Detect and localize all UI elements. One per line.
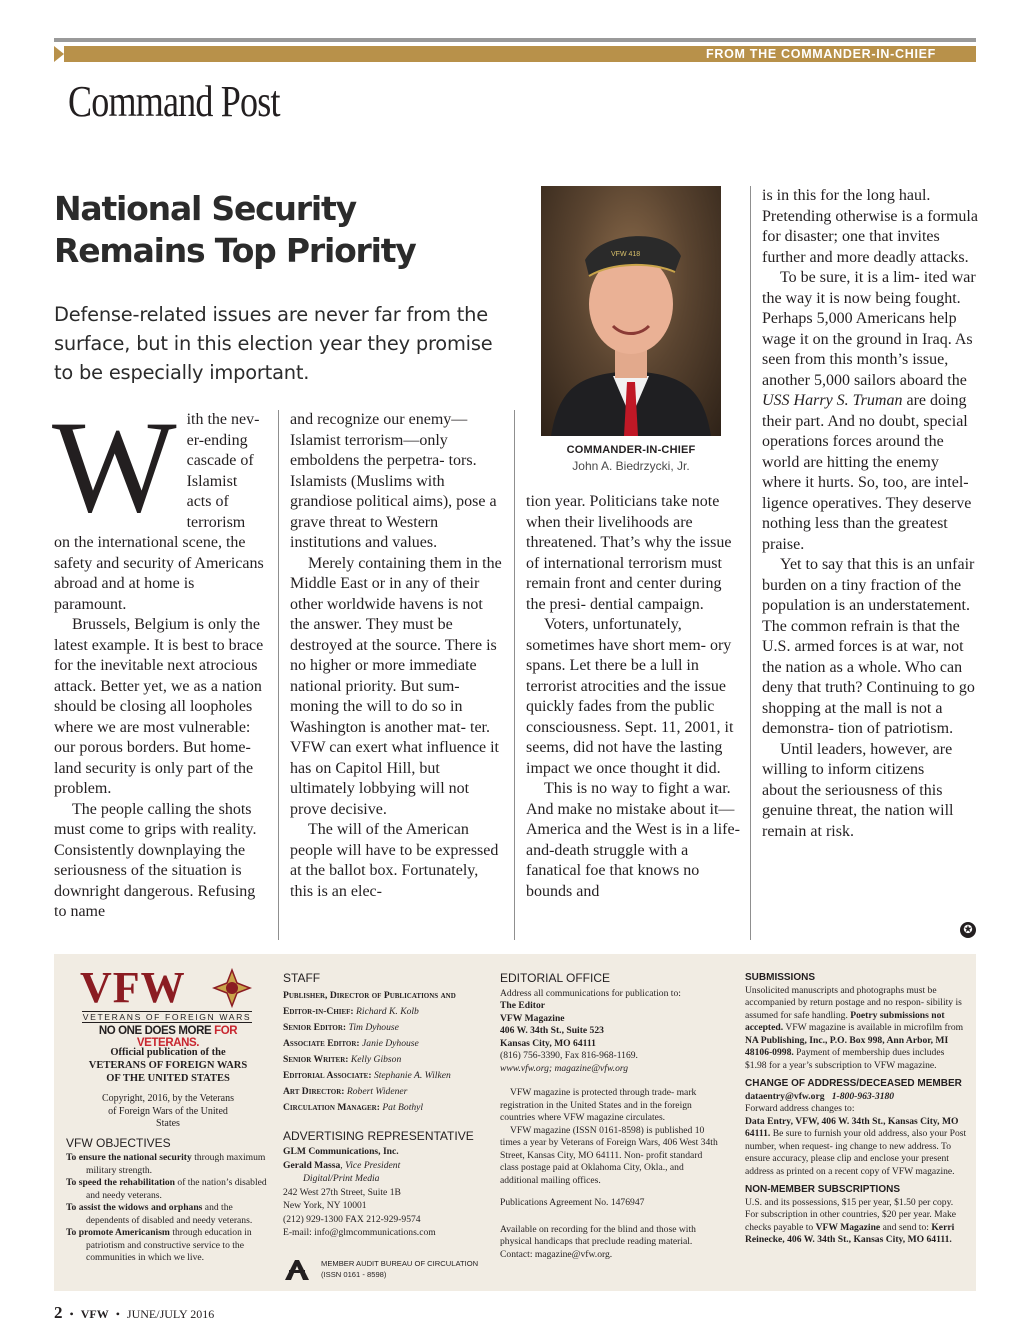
column-3-paragraph-3: This is no way to fight a war. And make no mistake about it—America and the West is in a life-and-death struggle with a fanatical foe that knows no bounds and [526,780,740,900]
article-column-1 [52,393,268,923]
staff-name: Richard K. Kolb [356,1005,419,1017]
column-1-paragraph-1: on the international scene, the safety and security of Americans abroad and at home is paramount. [54,534,264,613]
objective-item [66,1227,270,1265]
article-headline [54,188,494,272]
column-1-lead: ith the nev- er-ending cascade of Islamist acts of terrorism [186,411,260,531]
adv-phone: (212) 929-1300 FAX 212-929-9574 [283,1213,421,1225]
column-4-paragraph-2 [762,268,978,555]
staff-role: Publisher, Director of Publications and Editor-in-Chief: [283,989,456,1017]
page-folio [54,1303,214,1323]
column-4-paragraph-2-b: are doing their part. And no doubt, special operations forces around the world are hitting the enemy where it hurts. So, too, are intel- ligence operatives. They deserve nothing less than the greatest praise. [762,392,972,553]
audit-bureau [283,1258,483,1280]
staff-role: Editorial Associate: [283,1069,372,1081]
cap-patch-text: VFW 418 [611,251,641,258]
non-member-body: U.S. and its possessions, $15 per year, $1.50 per copy. For subscription in other countries, $20 per year. Make checks payable to [745,1196,957,1233]
non-member-address: Kerri Reinecke, 406 W. 34th St., Kansas City, MO 64111. [745,1221,955,1245]
adv-dept: Digital/Print Media [303,1173,380,1184]
page-number: 2 [54,1303,63,1322]
staff-name: Kelly Gibson [350,1053,402,1065]
adv-name: Gerald Massa [283,1159,341,1171]
non-member-send: and send to: [880,1221,932,1233]
non-member-payee: VFW Magazine [815,1221,881,1233]
headline-line-2: Remains Top Priority [54,231,416,270]
audit-bureau-logo-icon [283,1258,311,1282]
masthead-column-2 [283,971,483,1279]
column-rule-2 [514,410,515,940]
staff-role: Art Director: [283,1085,345,1097]
column-rule-3 [750,186,751,940]
adv-address-2: New York, NY 10001 [283,1200,367,1211]
column-4-paragraph-4: Until leaders, however, are willing to inform citizens about the seriousness of this genuine threat, the nation will remain at risk. [762,740,954,840]
header-top-rule [54,38,976,42]
staff-name: Stephanie A. Wilken [373,1069,451,1081]
objective-1-bold: To ensure the national security [66,1152,192,1163]
folio-issue: JUNE/JULY 2016 [126,1307,215,1321]
photo-caption-name: John A. Biedrzycki, Jr. [572,459,690,473]
staff-name: Robert Widener [346,1085,408,1097]
change-of-address-heading: CHANGE OF ADDRESS/DECEASED MEMBER [745,1078,962,1089]
column-3-paragraph-2: Voters, unfortunately, sometimes have short mem- ory spans. Let there be a lull in terrorist atrocities and the issue quickly fades from the public consciousness. Sept. 11, 2001, it seems, did not have the lasting impact we once thought it did. [526,616,734,777]
advertising-block [283,1145,483,1240]
vfw-cross-emblem-icon [212,968,252,1008]
staff-row [283,1084,483,1100]
editorial-address-4: Kansas City, MO 64111 [500,1037,596,1049]
change-contact [745,1091,967,1104]
staff-row [283,1052,483,1068]
masthead-column-3 [500,972,718,1261]
non-member-text [745,1197,967,1247]
staff-row [283,1068,483,1084]
non-member-heading: NON-MEMBER SUBSCRIPTIONS [745,1184,901,1195]
publications-agreement: Publications Agreement No. 1476947 [500,1197,645,1208]
column-4-paragraph-2-a: To be sure, it is a lim- ited war the way it is now being fought. Perhaps 5,000 Americans help wage it on the ground in Iraq. As seen from this month’s issue, another 5,000 sailors aboard the [762,269,976,389]
change-body: Be sure to furnish your old address, also your Post number, when request- ing change to new address. To ensure accuracy, please clip and enclose your present address as printed on a recent copy of VFW magazine. [745,1128,967,1177]
staff-row [283,1036,483,1052]
objective-item [66,1152,270,1177]
trademark-notice: VFW magazine is protected through trade- mark registration in the United States and in the foreign countries where VFW magazine circulates. [500,1087,697,1123]
editorial-web: www.vfw.org; magazine@vfw.org [500,1062,629,1074]
recording-notice: Available on recording for the blind and those with physical handicaps that preclude reading material. Contact: magazine@vfw.org. [500,1223,696,1260]
article-column-3 [526,492,740,902]
editorial-intro: Address all communications for publication to: [500,987,681,999]
article-column-4 [762,186,978,842]
objectives-list [66,1152,270,1265]
column-2-paragraph-1: and recognize our enemy—Islamist terrorism—only emboldens the perpetra- tors. Islamists (Muslims with grandiose political aims), pose a grave threat to Western institutions and values. [290,411,497,551]
submissions-text [745,985,967,1073]
folio-separator: • [115,1307,120,1321]
official-publication: Official publication of the VETERANS OF FOREIGN WARS OF THE UNITED STATES [88,1047,248,1084]
objective-4-bold: To promote Americanism [66,1227,170,1238]
objective-3-rest: and the dependents of disabled and needy veterans. [86,1202,253,1226]
editorial-office-heading: EDITORIAL OFFICE [500,971,611,985]
objective-item [66,1177,270,1202]
staff-heading: STAFF [283,971,321,985]
photo-caption-title: COMMANDER-IN-CHIEF [566,444,696,456]
editorial-address-1: The Editor [500,1000,546,1011]
change-address: Data Entry, VFW, 406 W. 34th St., Kansas City, MO 64111. [745,1115,959,1139]
article-column-2 [290,410,504,902]
staff-row [283,988,483,1020]
column-1-paragraph-3: The people calling the shots must come to grips with reality. Consistently downplaying the seriousness of the situation is downright dangerous. Refusing to name [54,800,257,920]
editorial-address-2: VFW Magazine [500,1012,565,1024]
audit-line-1: MEMBER AUDIT BUREAU OF CIRCULATION [321,1259,479,1268]
objectives-heading: VFW OBJECTIVES [66,1135,171,1150]
commander-portrait-photo [541,186,721,436]
audit-line-2: (ISSN 0161 - 8598) [321,1270,387,1279]
objective-2-bold: To speed the rehabilitation [66,1177,176,1188]
editorial-phone: (816) 756-3390, Fax 816-968-1169. [500,1050,638,1061]
adv-address-1: 242 West 27th Street, Suite 1B [283,1186,401,1198]
ship-name: USS Harry S. Truman [762,392,903,409]
objective-1-rest: through maximum military strength. [86,1152,266,1176]
submissions-bold: Poetry submissions not accepted. [745,1009,945,1033]
masthead-column-4 [745,972,967,1247]
staff-role: Senior Editor: [283,1021,347,1033]
article-deck: Defense-related issues are never far from the surface, but in this election year they promise to be especially important. [54,303,493,384]
column-4-paragraph-3: Yet to say that this is an unfair burden on a tiny fraction of the population is an understatement. The common refrain is that the U.S. armed forces is at war, not the nation as a whole. Who can deny that truth? Continuing to go shopping at the mall is not a demonstra- tion of patriotism. [762,556,975,737]
adv-company: GLM Communications, Inc. [283,1146,399,1157]
folio-separator: • [69,1307,74,1321]
microfilm-text: VFW magazine is available in microfilm from [783,1022,964,1033]
staff-name: Janie Dyhouse [362,1037,419,1049]
change-text [745,1116,967,1179]
objective-item [66,1202,270,1227]
column-2-paragraph-2: Merely containing them in the Middle East or in any of their other worldwide havens is not the answer. They must be destroyed at the source. There is no higher or more immediate national priority. But sum- moning the will to do so in Washington is another mat- ter. VFW can exert what influence it has on Capitol Hill, but ultimately lobbying will not prove decisive. [290,554,502,818]
staff-name: Pat Bothyl [382,1101,424,1113]
change-forward: Forward address changes to: [745,1103,855,1114]
issn-notice: VFW magazine (ISSN 0161-8598) is published 10 times a year by Veterans of Foreign Wars, 406 West 34th Street, Kansas City, MO 64111. Non- profit standard class postage paid at Oklahoma City, Okla., and additional mailing offices. [500,1124,718,1186]
end-mark-icon: ✪ [960,922,976,938]
advertising-heading: ADVERTISING REPRESENTATIVE [283,1128,474,1143]
staff-role: Associate Editor: [283,1037,360,1049]
vfw-logo-subtitle: VETERANS OF FOREIGN WARS [82,1012,252,1022]
headline-line-1: National Security [54,189,356,228]
submissions-body: Unsolicited manuscripts and photographs must be accompanied by return postage and no respon- sibility is assumed for safe handling. [745,984,962,1021]
masthead-column-1 [66,1046,270,1265]
change-email: dataentry@vfw.org [745,1090,825,1102]
header-bar-notch [54,46,64,62]
staff-role: Circulation Manager: [283,1101,380,1113]
microfilm-bold: NA Publishing, Inc., P.O. Box 998, Ann Arbor, MI 48106-0998. [745,1034,949,1058]
change-phone: 1-800-963-3180 [831,1090,895,1102]
tagline-part-1: NO ONE DOES MORE [98,1025,215,1037]
column-3-paragraph-1: tion year. Politicians take note when their livelihoods are threatened. That’s why the issue of international terrorism must remain front and center during the presi- dential campaign. [526,493,732,613]
staff-list [283,988,483,1116]
objective-2-rest: of the nation’s disabled and needy veterans. [86,1177,267,1201]
vfw-logo-letters: VFW [80,963,186,1012]
column-rule-1 [278,410,279,940]
staff-row [283,1100,483,1116]
portrait-illustration [541,186,721,436]
drop-cap: W [52,393,177,540]
dues-text: Payment of membership dues includes $1.98 for a year’s subscription to VFW magazine. [745,1047,945,1071]
submissions-heading: SUBMISSIONS [745,972,816,983]
copyright: Copyright, 2016, by the Veterans of Foreign Wars of the United States [101,1093,235,1129]
staff-name: Tim Dyhouse [348,1021,399,1033]
column-title: Command Post [68,77,280,126]
staff-role: Senior Writer: [283,1053,349,1065]
editorial-address-3: 406 W. 34th St., Suite 523 [500,1025,604,1036]
section-label: FROM THE COMMANDER-IN-CHIEF [706,47,936,61]
adv-email: E-mail: info@glmcommunications.com [283,1227,436,1238]
objective-3-bold: To assist the widows and orphans [66,1202,203,1213]
folio-magazine: VFW [80,1307,109,1321]
column-1-paragraph-2: Brussels, Belgium is only the latest example. It is best to brace for the inevitable next atrocious attack. Better yet, we as a nation should be closing all loopholes where we are most vulnerable: our porous borders. But home- land security is only part of the problem. [54,616,264,797]
tagline-part-2: FOR VETERANS. [136,1025,238,1049]
objective-4-rest: through education in patriotism and constructive service to the communities in which we live. [86,1227,252,1263]
column-4-paragraph-1: is in this for the long haul. Pretending otherwise is a formula for disaster; one that invites further and more deadly attacks. [762,187,978,266]
staff-row [283,1020,483,1036]
adv-title: , Vice President [340,1159,401,1171]
column-2-paragraph-3: The will of the American people will have to be expressed at the ballot box. Fortunately, this is an elec- [290,821,499,900]
